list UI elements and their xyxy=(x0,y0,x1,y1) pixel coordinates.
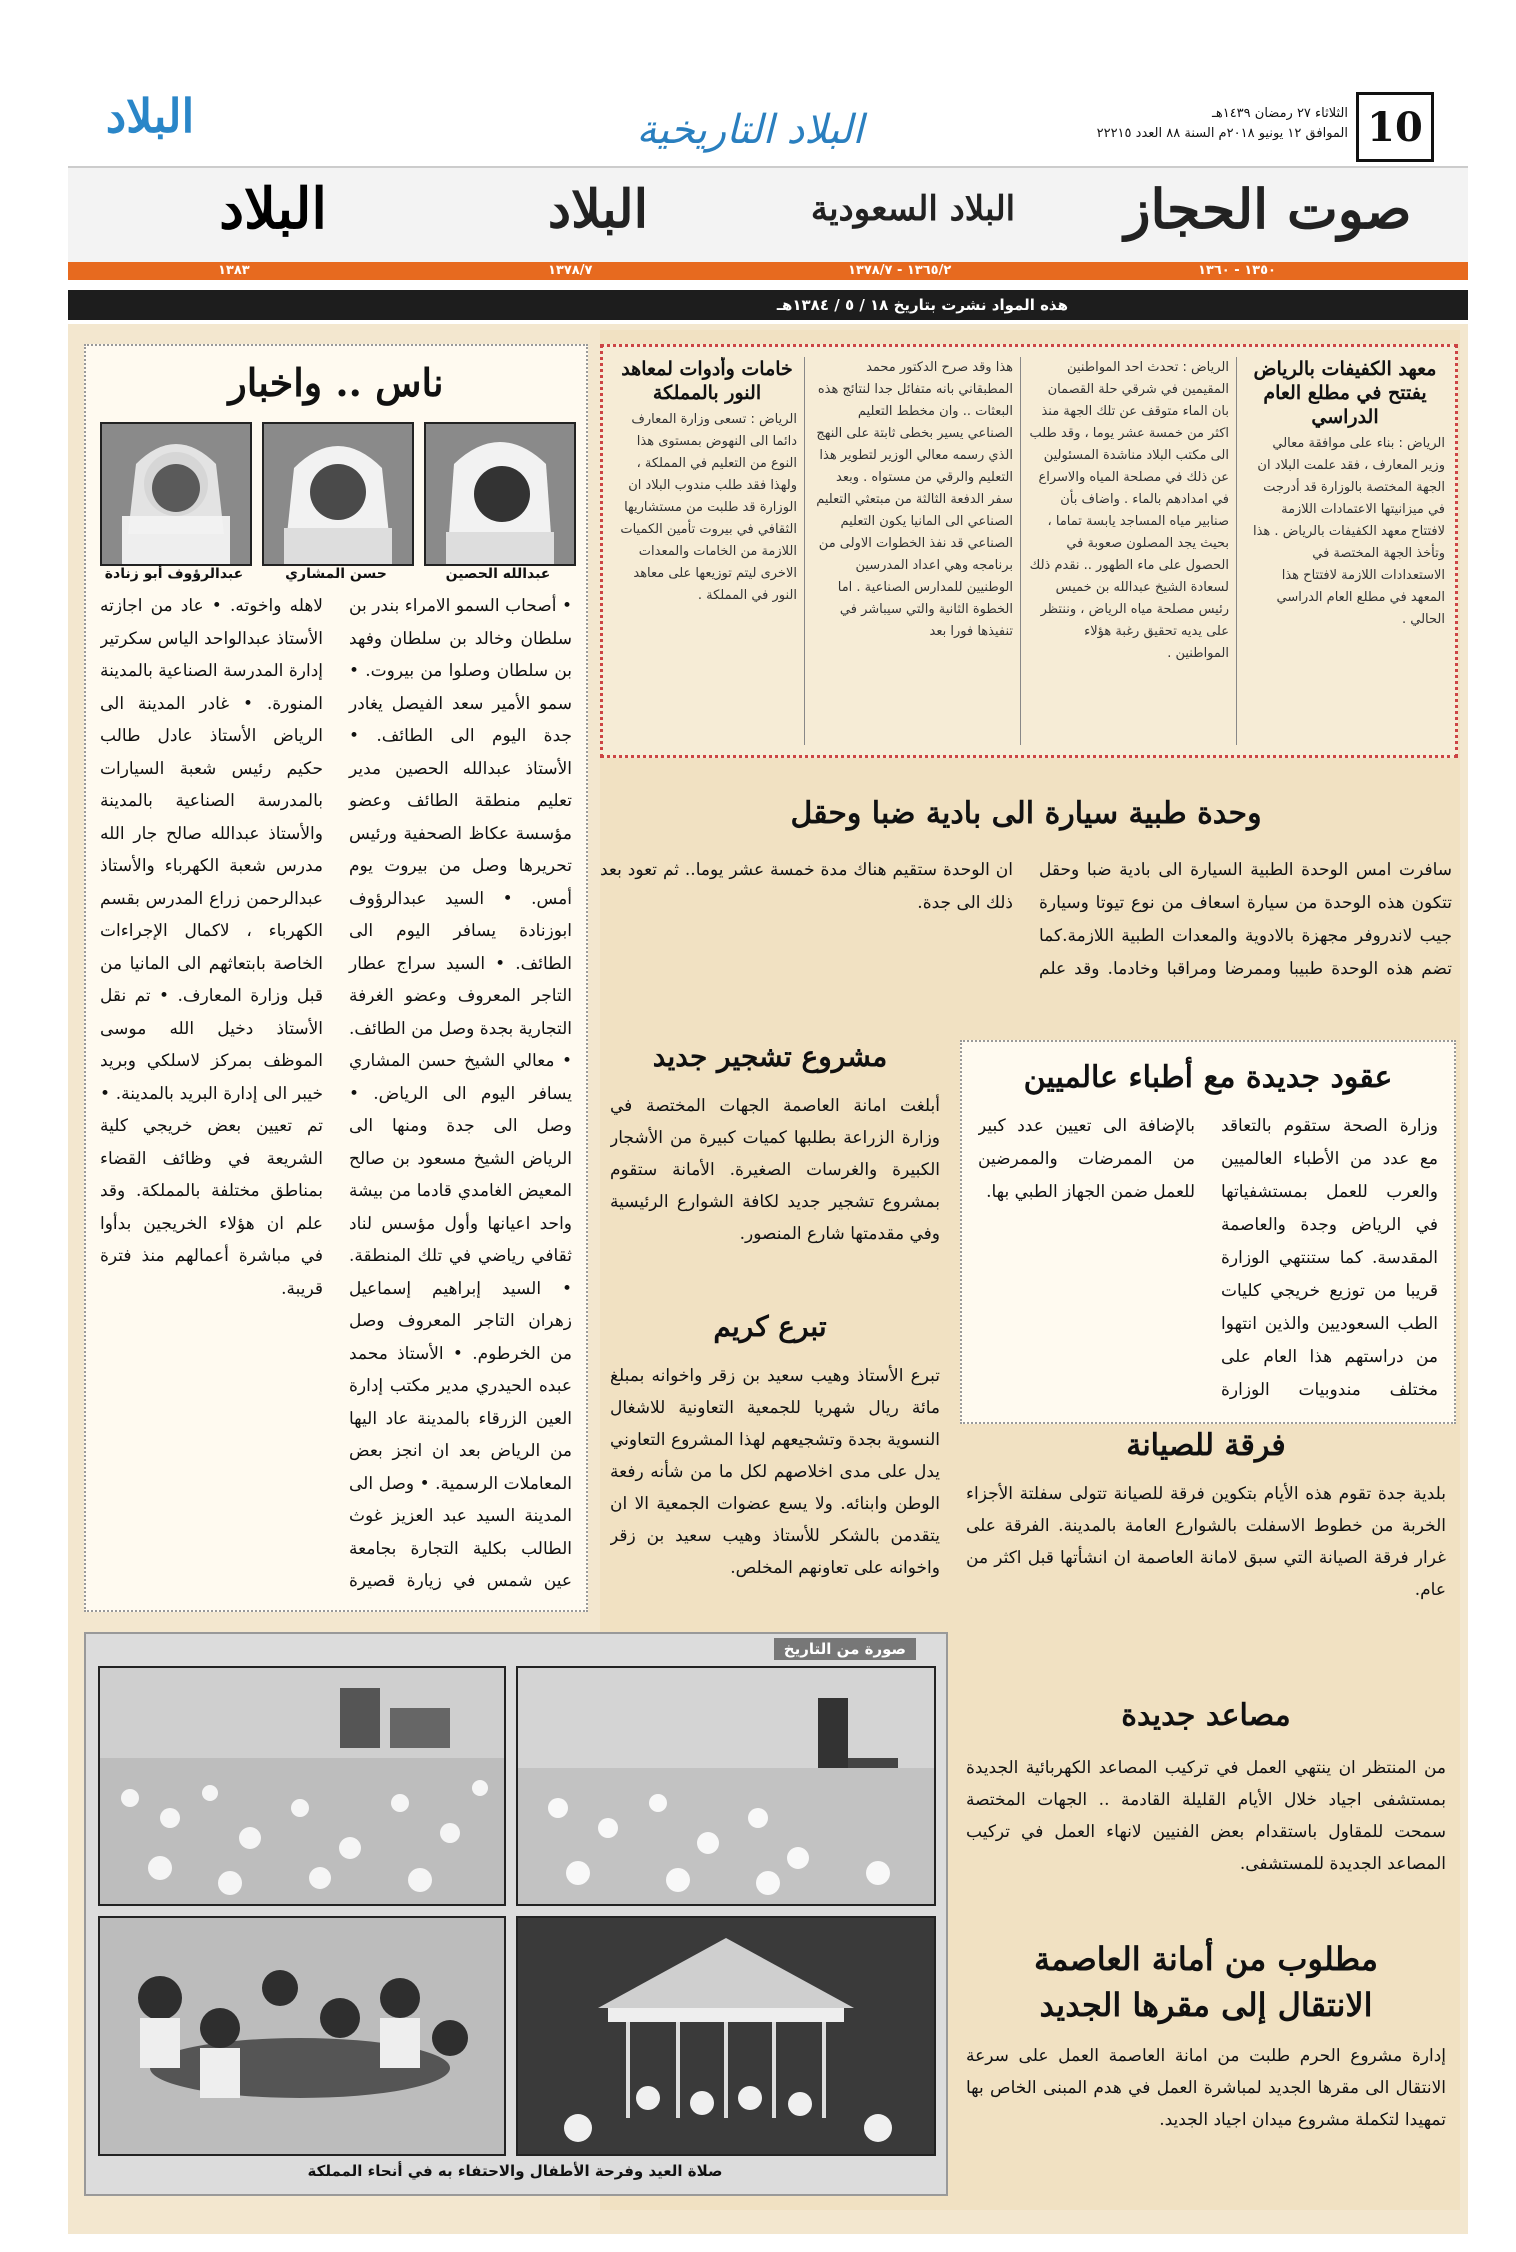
clipping-column-2 xyxy=(1029,357,1229,745)
headline-elevators: مصاعد جديدة xyxy=(1121,1698,1291,1733)
dateline xyxy=(1088,104,1348,144)
headline-relocation-line2: الانتقال إلى مقرها الجديد xyxy=(1039,1986,1373,2024)
portrait-photo-abualraouf xyxy=(100,422,252,566)
caption-abualraouf: عبدالرؤوف أبو زنادة xyxy=(104,566,244,582)
clipping-text-3: هذا وقد صرح الدكتور محمد المطبقاني بانه متفائل جدا لنتائج هذه البعثات .. وان مخطط التعليم الصناعي يسير بخطى ثابتة على النهج الذي رسمه معالي الوزير لتطوير هذا التعليم والرقي من مستواه . وبعد سفر الدفعة الثالثة من مبتعثي التعليم الصناعي الى المانيا يكون التعليم الصناعي قد نفذ الخطوات الاولى من برنامجه وهي اعداد المدرسين الوطنيين للمدارس الصناعية . اما الخطوة الثانية والتي سيباشر في تنفيذها فورا بعد xyxy=(816,360,1013,639)
headline-medical-unit: وحدة طبية سيارة الى بادية ضبا وحقل xyxy=(790,796,1262,831)
clipping-divider xyxy=(804,357,805,745)
clipping-headline-blind-institute: معهد الكفيفات بالرياض يفتتح في مطلع العام الدراسي xyxy=(1253,358,1437,428)
clipping-text-2: الرياض : تحدث احد المواطنين المقيمين في شرقي حلة القصمان بان الماء متوقف عن تلك الجهة منذ اكثر من خمسة عشر يوما ، وقد طلب الى مكتب البلاد مناشدة المسئولين عن ذلك في مصلحة المياه والاسراع في امدادهم بالماء . واضاف بأن صنابير مياه المساجد يابسة تماما ، بحيث يجد المصلون صعوبة في الحصول على ماء الطهور .. نقدم ذلك لسعادة الشيخ عبدالله بن خميس رئيس مصلحة مياه الرياض ، وننتظر على يديه تحقيق رغبة هؤلاء المواطنين . xyxy=(1029,360,1229,661)
clipping-column-1 xyxy=(1245,357,1445,745)
children-photo-icon xyxy=(100,1918,504,2154)
clipping-divider xyxy=(1020,357,1021,745)
masthead-albilad-1383: البلاد xyxy=(219,176,327,242)
page-number: 10 xyxy=(1356,92,1434,162)
article-medical-unit-text: سافرت امس الوحدة الطبية السيارة الى بادية ضبا وحقل تتكون هذه الوحدة من سيارة اسعاف من نوع تيوتا وسيارة جيب لاندروفر مجهزة بالادوية والمعدات الطبية اللازمة.كما تضم هذه الوحدة طبيبا وممرضا ومراقبا وخادما. وقد علم ان الوحدة ستقيم هناك مدة خمسة عشر يوما.. ثم تعود بعد ذلك الى جدة. xyxy=(600,860,1452,979)
article-donation-text: تبرع الأستاذ وهيب سعيد بن زقر واخوانه بمبلغ مائة ريال شهريا للجمعية التعاونية للاشغال النسوية بجدة وتشجيعهم لهذا المشروع التعاوني يدل على مدى اخلاصهم لكل ما من شأنه رفعة الوطن وابنائه. ولا يسع عضوات الجمعية الا ان يتقدمن بالشكر للأستاذ وهيب سعيد بن زقر واخوانه على تعاونهم المخلص. xyxy=(610,1366,940,1578)
masthead-albilad-1378: البلاد xyxy=(547,178,649,240)
clipping-headline-materials: خامات وأدوات لمعاهد النور بالمملكة xyxy=(621,358,793,404)
years-sawt-alhijaz: ١٣٥٠ - ١٣٦٠ xyxy=(1198,263,1276,278)
article-maintenance-text: بلدية جدة تقوم هذه الأيام بتكوين فرقة للصيانة تتولى سفلتة الأجزاء الخربة من خطوط الاسفلت بالشوارع العامة بالمدينة. الفرقة على غرار فرقة الصيانة التي سبق لامانة العاصمة ان انشأتها قبل اكثر من عام. xyxy=(966,1484,1446,1600)
years-albilad-1383: ١٣٨٣ xyxy=(218,263,250,278)
people-news-text: • أصحاب السمو الامراء بندر بن سلطان وخالد بن سلطان وفهد بن سلطان وصلوا من بيروت. • سمو الأمير سعد الفيصل يغادر جدة اليوم الى الطائف. • الأستاذ عبدالله الحصين مدير تعليم منطقة الطائف وعضو مؤسسة عكاظ الصحفية ورئيس تحريرها وصل من بيروت يوم أمس. • السيد عبدالرؤوف ابوزنادة يسافر اليوم الى الطائف. • السيد سراج عطار التاجر المعروف وعضو الغرفة التجارية بجدة وصل من الطائف. • معالي الشيخ حسن المشاري يسافر اليوم الى الرياض. • وصل الى جدة ومنها الى الرياض الشيخ مسعود بن صالح المعيض الغامدي قادما من بيشة واحد اعيانها وأول مؤسس لناد ثقافي رياضي في تلك المنطقة. • السيد إبراهيم إسماعيل زهران التاجر المعروف وصل من الخرطوم. • الأستاذ محمد عبده الحيدري مدير مكتب إدارة العين الزرقاء بالمدينة عاد اليها من الرياض بعد ان انجز بعض المعاملات الرسمية. • وصل الى المدينة السيد عبد العزيز غوث الطالب بكلية التجارة بجامعة عين شمس في زيارة قصيرة لاهله واخوته. • عاد من اجازته الأستاذ عبدالواحد الياس سكرتير إدارة المدرسة الصناعية بالمدينة المنورة. • غادر المدينة الى الرياض الأستاذ عادل طالب حكيم رئيس شعبة السيارات بالمدرسة الصناعية بالمدينة والأستاذ عبدالله صالح جار الله مدرس شعبة الكهرباء والأستاذ عبدالرحمن زراع المدرس بقسم الكهرباء ، لاكمال الإجراءات الخاصة بابتعاثهم الى المانيا من قبل وزارة المعارف. • تم نقل الأستاذ دخيل الله موسى الموظف بمركز لاسلكي وبريد خيبر الى إدارة البريد بالمدينة. • تم تعيين بعض خريجي كلية الشريعة في وظائف القضاء بمناطق مختلفة بالمملكة. وقد علم ان هؤلاء الخريجين بدأوا في مباشرة أعمالهم منذ فترة قريبة. xyxy=(100,596,572,1591)
photo-carousel xyxy=(516,1916,936,2156)
contracts-box xyxy=(960,1040,1456,1424)
clipping-divider xyxy=(1236,357,1237,745)
prayer-photo-icon xyxy=(518,1668,934,1904)
masthead-banner xyxy=(68,166,1468,264)
article-elevators-text: من المنتظر ان ينتهي العمل في تركيب المصاعد الكهربائية الجديدة بمستشفى اجياد خلال الأيام القليلة القادمة .. الجهات المختصة سمحت للمقاول باستقدام بعض الفنيين لانهاء العمل في تركيب المصاعد الجديدة للمستشفى. xyxy=(966,1758,1446,1874)
headline-contracts: عقود جديدة مع أطباء عالميين xyxy=(1023,1060,1393,1095)
headline-maintenance: فرقة للصيانة xyxy=(1126,1428,1286,1463)
years-albilad-1378: ١٣٧٨/٧ xyxy=(548,263,593,278)
article-contracts-text: وزارة الصحة ستقوم بالتعاقد مع عدد من الأطباء العالميين والعرب للعمل بمستشفياتها في الرياض وجدة والعاصمة المقدسة. كما ستنتهي الوزارة قريبا من توزيع خريجي كليات الطب السعوديين والذين انتهوا من دراستهم هذا العام على مختلف مندوبيات الوزارة بالإضافة الى تعيين عدد كبير من الممرضات والممرضين للعمل ضمن الجهاز الطبي بها. xyxy=(978,1116,1438,1400)
people-news-box xyxy=(84,344,588,1612)
article-relocation-text: إدارة مشروع الحرم طلبت من امانة العاصمة العمل على سرعة الانتقال الى مقرها الجديد لمباشرة العمل في هدم المبنى الخاص بها تمهيدا لتكملة مشروع ميدان اجياد الجديد. xyxy=(966,2046,1446,2130)
publication-date-bar xyxy=(68,290,1468,320)
headline-relocation-line1: مطلوب من أمانة العاصمة xyxy=(1033,1940,1379,1978)
photo-children-swing xyxy=(98,1916,506,2156)
portrait-icon xyxy=(102,424,250,564)
portrait-icon xyxy=(426,424,574,564)
carousel-photo-icon xyxy=(518,1918,934,2154)
article-trees-text: أبلغت امانة العاصمة الجهات المختصة في وزارة الزراعة بطلبها كميات كبيرة من الأشجار الكبيرة والغرسات الصغيرة. الأمانة ستقوم بمشروع تشجير جديد لكافة الشوارع الرئيسية وفي مقدمتها شارع المنصور. xyxy=(610,1096,940,1244)
old-newspaper-clipping xyxy=(600,344,1458,758)
albilad-logo: البلاد xyxy=(105,89,195,143)
photo-eid-prayer xyxy=(516,1666,936,1906)
historical-section-logo: البلاد التاريخية xyxy=(636,107,864,153)
history-photo-label: صورة من التاريخ xyxy=(774,1638,916,1660)
portrait-photo-almashari xyxy=(262,422,414,566)
clipping-text-4: الرياض : تسعى وزارة المعارف دائما الى النهوض بمستوى هذا النوع من التعليم في المملكة ، ولهذا فقد طلب مندوب البلاد ان الوزارة قد طلبت من مستشاريها الثقافي في بيروت تأمين الكميات اللازمة من الخامات والمعدات الاخرى ليتم توزيعها على معاهد النور في المملكة . xyxy=(620,412,797,603)
history-photo-panel xyxy=(84,1632,948,2196)
headline-donation: تبرع كريم xyxy=(713,1310,827,1343)
photo-eid-crowd xyxy=(98,1666,506,1906)
dateline-hijri: الثلاثاء ٢٧ رمضان ١٤٣٩هـ xyxy=(1212,106,1348,121)
portrait-icon xyxy=(264,424,412,564)
crowd-photo-icon xyxy=(100,1668,504,1904)
people-news-title: ناس .. واخبار xyxy=(228,360,444,405)
publication-date-text: هذه المواد نشرت بتاريخ ١٨ / ٥ / ١٣٨٤هـ xyxy=(776,296,1068,314)
masthead-years-bar xyxy=(68,262,1468,280)
caption-almashari: حسن المشاري xyxy=(285,566,387,582)
clipping-column-4 xyxy=(617,357,797,745)
portrait-photo-alhusain xyxy=(424,422,576,566)
caption-alhusain: عبدالله الحصين xyxy=(445,566,551,582)
masthead-albilad-alsaudia: البلاد السعودية xyxy=(810,189,1016,229)
history-photo-caption: صلاة العيد وفرحة الأطفال والاحتفاء به في أنحاء المملكة xyxy=(307,2162,723,2180)
clipping-column-3 xyxy=(813,357,1013,745)
clipping-text-1: الرياض : بناء على موافقة معالي وزير المعارف ، فقد علمت البلاد ان الجهة المختصة بالوزارة قد أدرجت في ميزانيتها الاعتمادات اللازمة لافتتاح معهد الكفيفات بالرياض . هذا وتأخذ الجهة المختصة في الاستعدادات اللازمة لافتتاح هذا المعهد في مطلع العام الدراسي الحالي . xyxy=(1253,436,1445,627)
masthead-sawt-alhijaz: صوت الحجاز xyxy=(1124,177,1412,241)
years-albilad-alsaudia: ١٣٦٥/٢ - ١٣٧٨/٧ xyxy=(848,263,952,278)
dateline-gregorian: الموافق ١٢ يونيو ٢٠١٨م السنة ٨٨ العدد ٢٢٢١٥ xyxy=(1096,126,1348,141)
headline-trees: مشروع تشجير جديد xyxy=(652,1040,888,1073)
